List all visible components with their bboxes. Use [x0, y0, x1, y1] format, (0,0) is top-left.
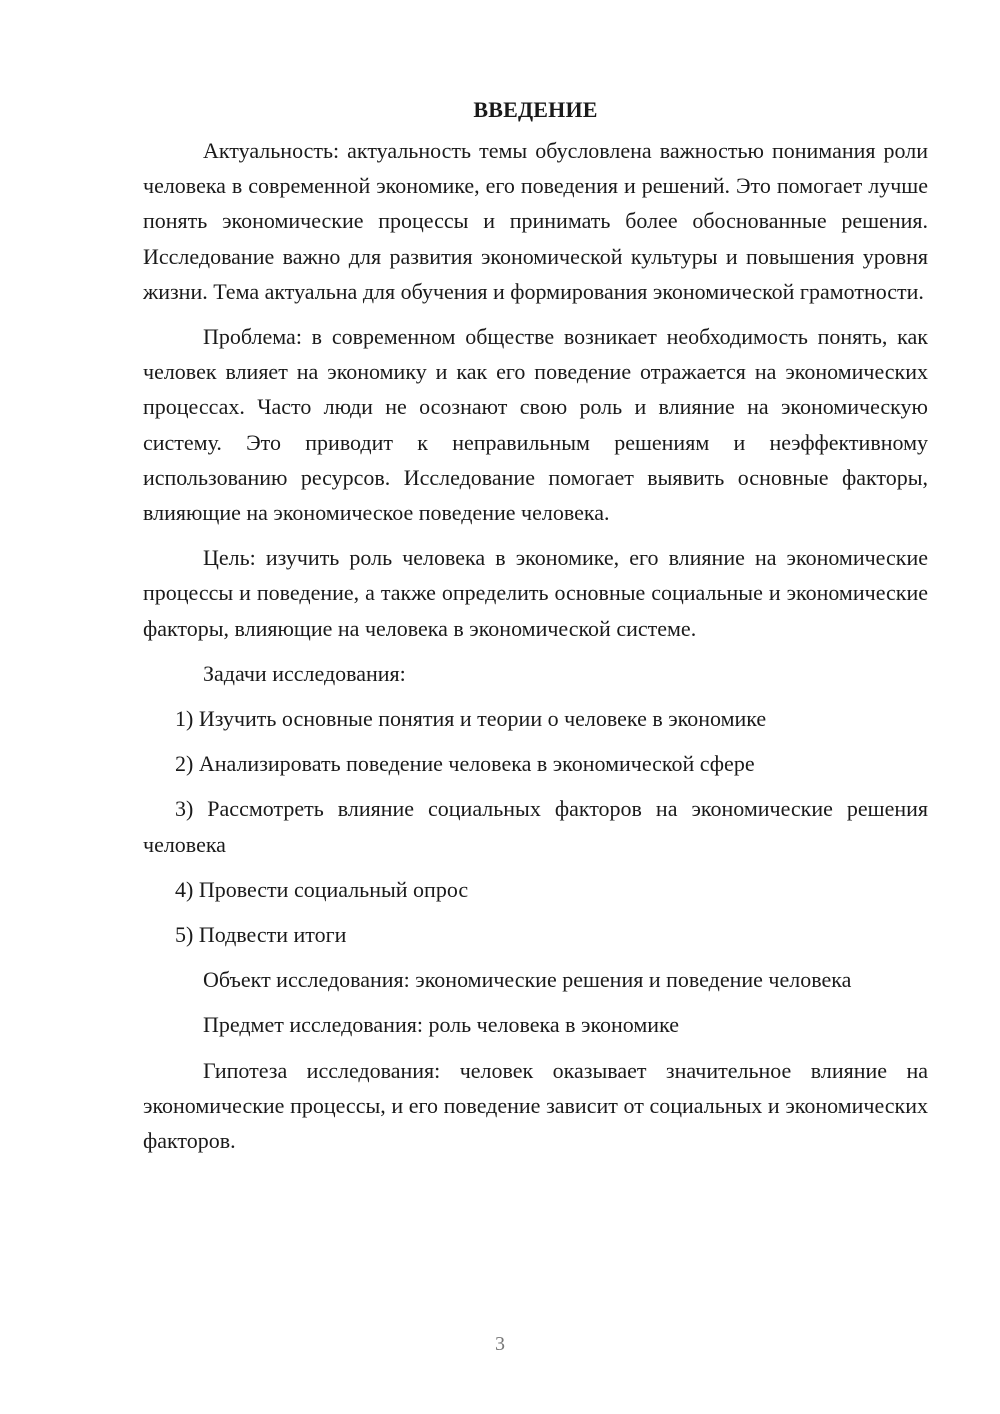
task-item-3: 3) Рассмотреть влияние социальных факторов на экономические решения человека	[143, 796, 928, 857]
task-item-1: 1) Изучить основные понятия и теории о человеке в экономике	[175, 706, 767, 732]
task-item-5: 5) Подвести итоги	[175, 922, 347, 948]
page-number: 3	[495, 1333, 505, 1355]
task-item-2: 2) Анализировать поведение человека в экономической сфере	[175, 751, 755, 777]
document-heading: ВВЕДЕНИЕ	[473, 97, 598, 122]
task-item-4: 4) Провести социальный опрос	[175, 876, 469, 902]
tasks-heading: Задачи исследования:	[203, 660, 406, 686]
paragraph-goal: Цель: изучить роль человека в экономике, его влияние на экономические процессы и поведение, а также определить основные социальные и экономические факторы, влияющие на человека в экономической системе.	[143, 545, 928, 641]
paragraph-relevance: Актуальность: актуальность темы обусловлена важностью понимания роли человека в современной экономике, его поведения и решений. Это помогает лучше понять экономические процессы и принимать более обоснованные решения. Исследование важно для развития экономической культуры и повышения уровня жизни. Тема актуальна для обучения и формирования экономической грамотности.	[143, 138, 928, 304]
paragraph-subject: Предмет исследования: роль человека в экономике	[203, 1012, 679, 1038]
document-page	[143, 95, 928, 1168]
paragraph-object: Объект исследования: экономические решения и поведение человека	[203, 967, 852, 993]
paragraph-hypothesis: Гипотеза исследования: человек оказывает значительное влияние на экономические процессы, и его поведение зависит от социальных и экономических факторов.	[143, 1057, 928, 1154]
paragraph-problem: Проблема: в современном обществе возникает необходимость понять, как человек влияет на экономику и как его поведение отражается на экономических процессах. Часто люди не осознают свою роль и влияние на экономическую систему. Это приводит к неправильным решениям и неэффективному использованию ресурсов. Исследование помогает выявить основные факторы, влияющие на экономическое поведение человека.	[143, 324, 928, 526]
